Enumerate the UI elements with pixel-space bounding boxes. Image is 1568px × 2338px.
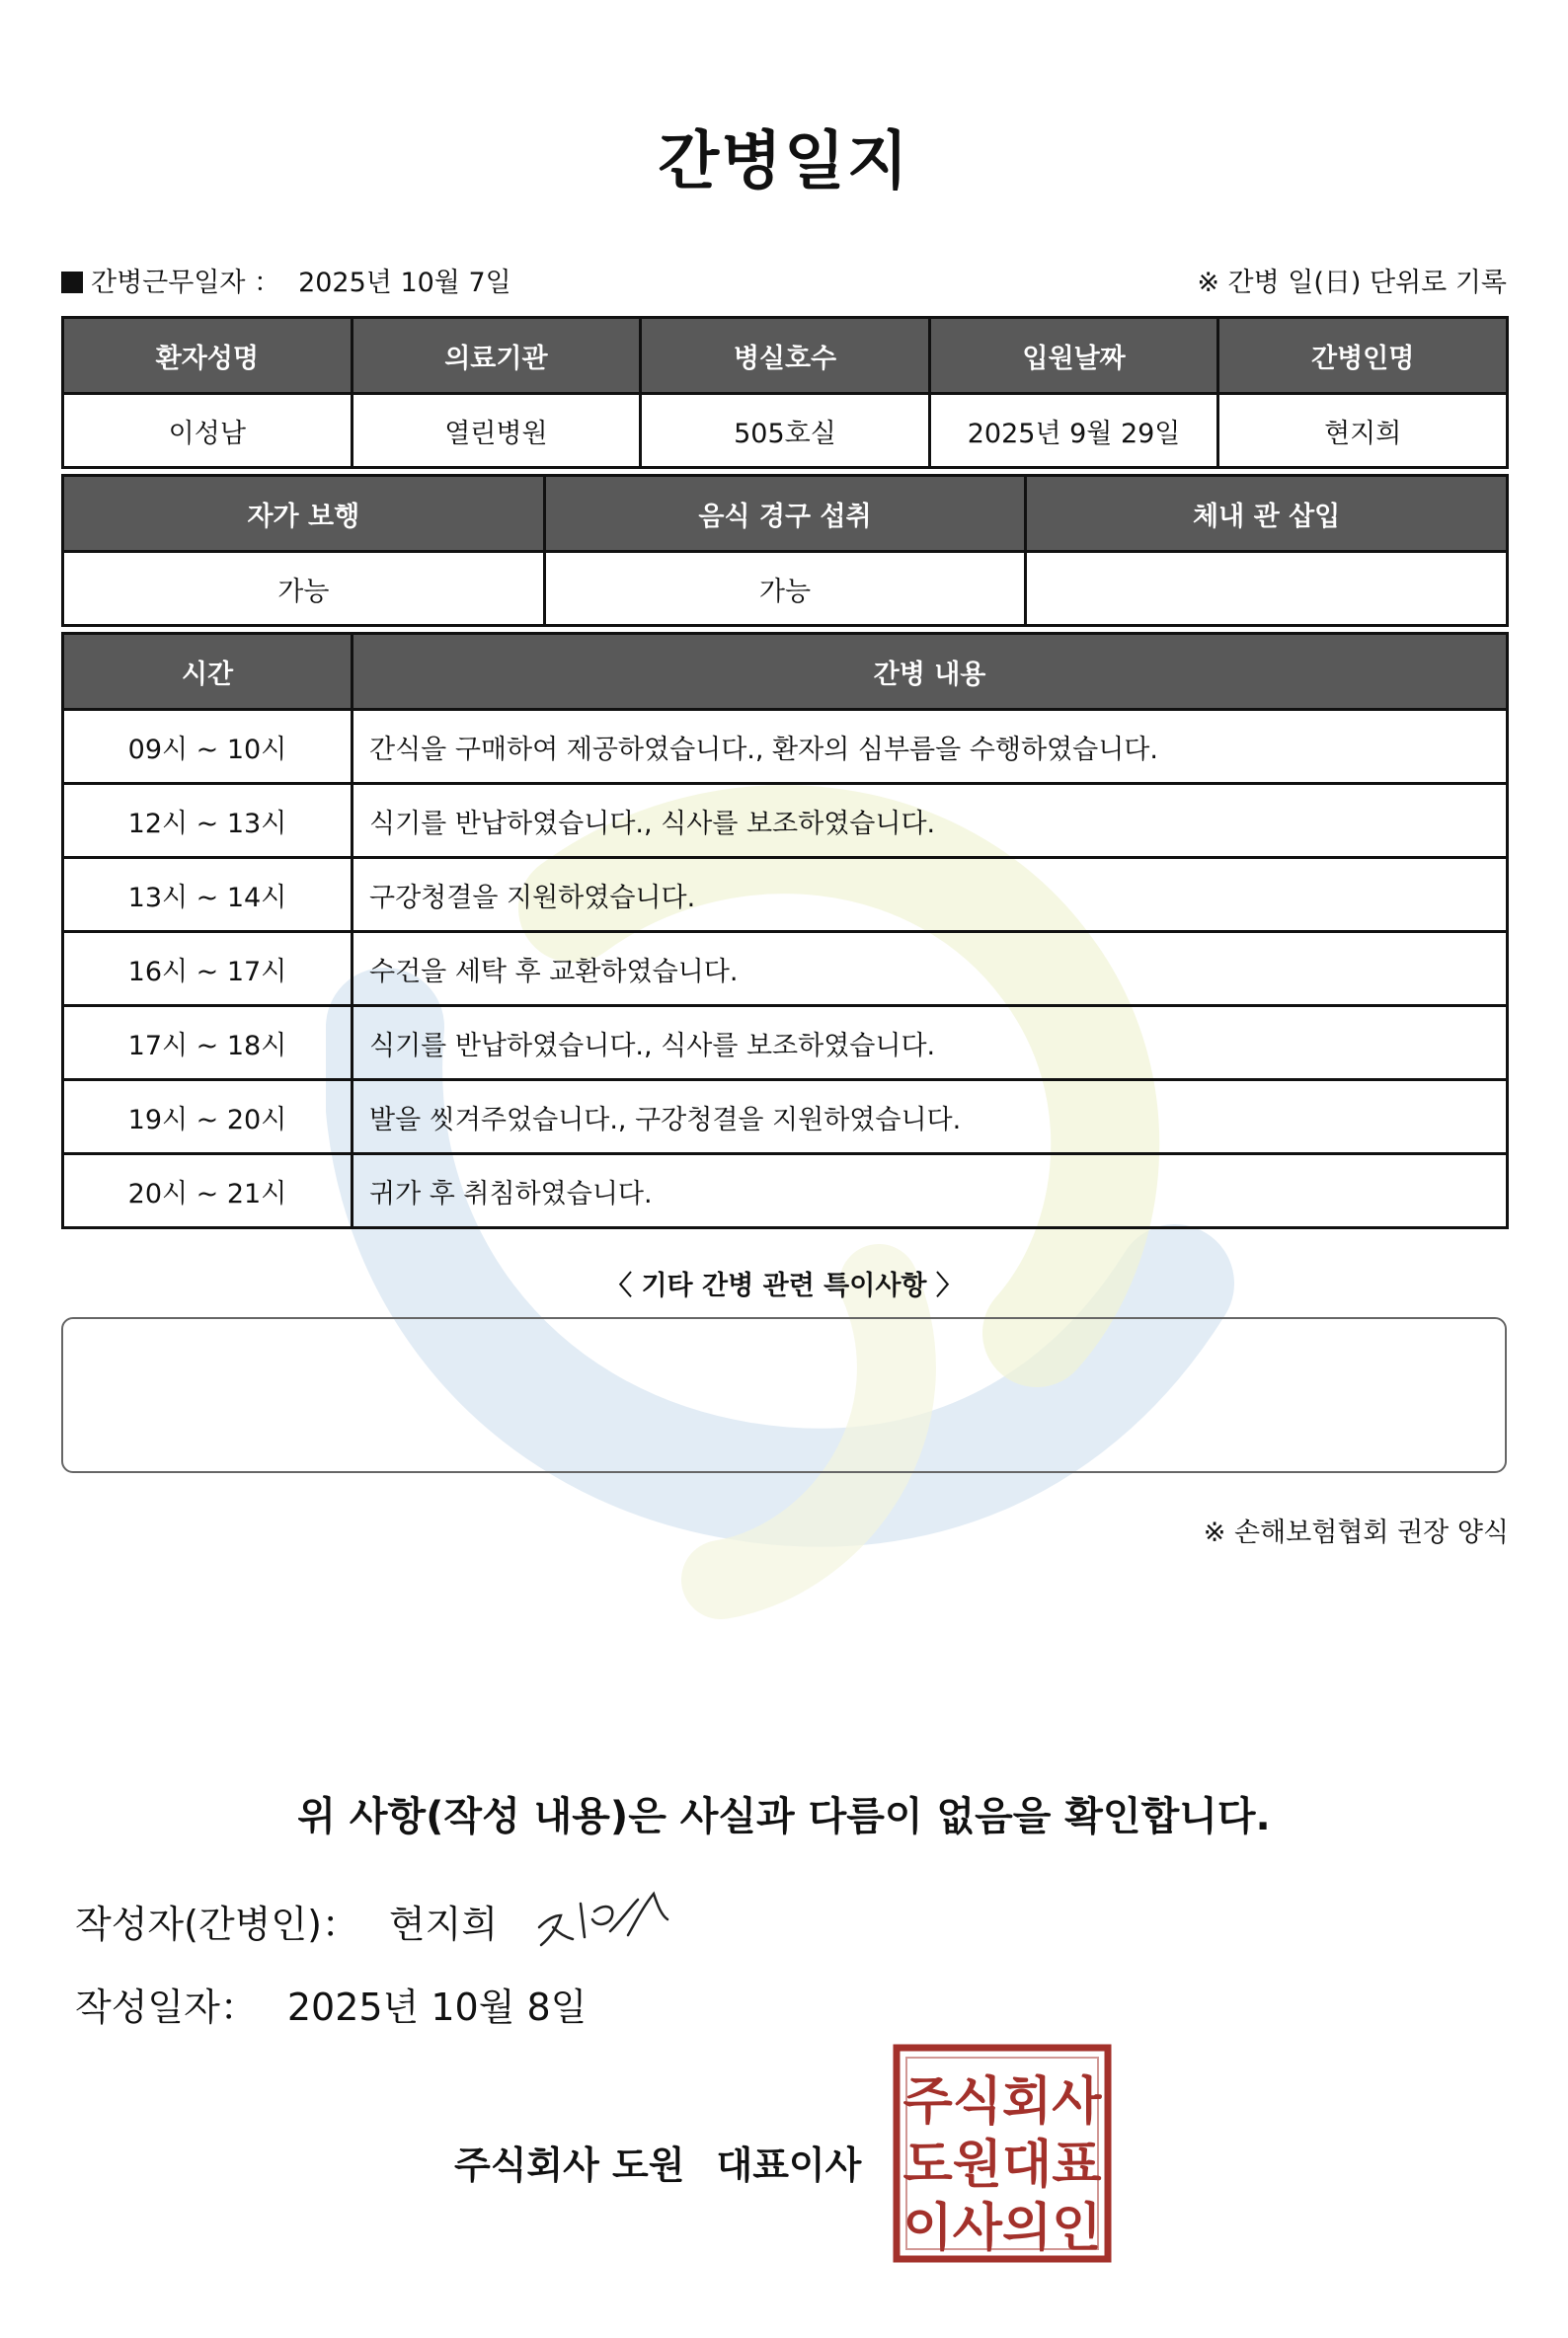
company-signature-line	[454, 2135, 861, 2189]
writer-label: 작성자(간병인)：	[75, 1903, 359, 1946]
content-cell: 귀가 후 취침하였습니다.	[353, 1154, 1508, 1228]
content-cell: 발을 씻겨주었습니다., 구강청결을 지원하였습니다.	[353, 1080, 1508, 1154]
header-walking: 자가 보행	[63, 476, 545, 552]
time-cell: 19시 ~ 20시	[63, 1080, 353, 1154]
time-cell: 17시 ~ 18시	[63, 1006, 353, 1080]
writer-name: 현지희	[388, 1903, 499, 1946]
work-date-label: 간병근무일자 ：	[91, 268, 281, 298]
care-log-table	[61, 632, 1509, 1229]
patient-name: 이성남	[63, 394, 353, 468]
table-row	[63, 932, 1508, 1006]
table-row	[63, 1006, 1508, 1080]
unit-note: ※ 간병 일(日) 단위로 기록	[1197, 268, 1507, 298]
header-room: 병실호수	[641, 318, 930, 394]
walking: 가능	[63, 552, 545, 626]
oral-intake: 가능	[544, 552, 1026, 626]
notes-title: 〈 기타 간병 관련 특이사항 〉	[605, 1271, 963, 1301]
time-cell: 16시 ~ 17시	[63, 932, 353, 1006]
header-care-content: 간병 내용	[353, 634, 1508, 710]
content-cell: 식기를 반납하였습니다., 식사를 보조하였습니다.	[353, 784, 1508, 858]
content-cell: 식기를 반납하였습니다., 식사를 보조하였습니다.	[353, 1006, 1508, 1080]
writer-row	[75, 1894, 498, 1948]
content-cell: 간식을 구매하여 제공하였습니다., 환자의 심부름을 수행하였습니다.	[353, 710, 1508, 784]
header-tube: 체내 관 삽입	[1026, 476, 1508, 552]
header-admission-date: 입원날짜	[929, 318, 1218, 394]
written-date-label: 작성일자：	[75, 1986, 258, 2029]
tube	[1026, 552, 1508, 626]
table-row	[63, 1080, 1508, 1154]
content-cell: 수건을 세탁 후 교환하였습니다.	[353, 932, 1508, 1006]
table-row	[63, 710, 1508, 784]
table-row	[63, 1154, 1508, 1228]
square-bullet-icon	[61, 272, 83, 293]
header-time: 시간	[63, 634, 353, 710]
seal-line-2: 도원대표	[902, 2136, 1102, 2195]
time-cell: 09시 ~ 10시	[63, 710, 353, 784]
header-patient-name: 환자성명	[63, 318, 353, 394]
patient-info-table	[61, 316, 1509, 469]
seal-line-1: 주식회사	[902, 2072, 1102, 2132]
company-seal-stamp	[893, 2044, 1112, 2263]
room: 505호실	[641, 394, 930, 468]
company-name: 주식회사 도원	[454, 2143, 685, 2187]
header-caregiver: 간병인명	[1218, 318, 1508, 394]
table-row	[63, 858, 1508, 932]
recommend-note: ※ 손해보험협회 권장 양식	[1203, 1518, 1509, 1548]
table-row	[63, 784, 1508, 858]
content-cell: 구강청결을 지원하였습니다.	[353, 858, 1508, 932]
seal-line-3: 이사의인	[902, 2199, 1102, 2258]
representative-title: 대표이사	[716, 2143, 862, 2187]
time-cell: 13시 ~ 14시	[63, 858, 353, 932]
admission-date: 2025년 9월 29일	[929, 394, 1218, 468]
work-date	[61, 261, 511, 299]
header-hospital: 의료기관	[352, 318, 641, 394]
time-cell: 12시 ~ 13시	[63, 784, 353, 858]
header-oral-intake: 음식 경구 섭취	[544, 476, 1026, 552]
page-title: 간병일지	[658, 125, 910, 198]
notes-box	[61, 1317, 1507, 1473]
caregiver: 현지희	[1218, 394, 1508, 468]
written-date-value: 2025년 10월 8일	[286, 1986, 588, 2029]
hospital: 열린병원	[352, 394, 641, 468]
meta-row	[61, 261, 1507, 300]
confirmation-statement: 위 사항(작성 내용)은 사실과 다름이 없음을 확인합니다.	[297, 1794, 1271, 1839]
written-date-row	[75, 1977, 587, 2031]
time-cell: 20시 ~ 21시	[63, 1154, 353, 1228]
patient-status-table	[61, 474, 1509, 627]
work-date-value: 2025년 10월 7일	[298, 268, 511, 298]
handwritten-signature	[533, 1876, 671, 1955]
